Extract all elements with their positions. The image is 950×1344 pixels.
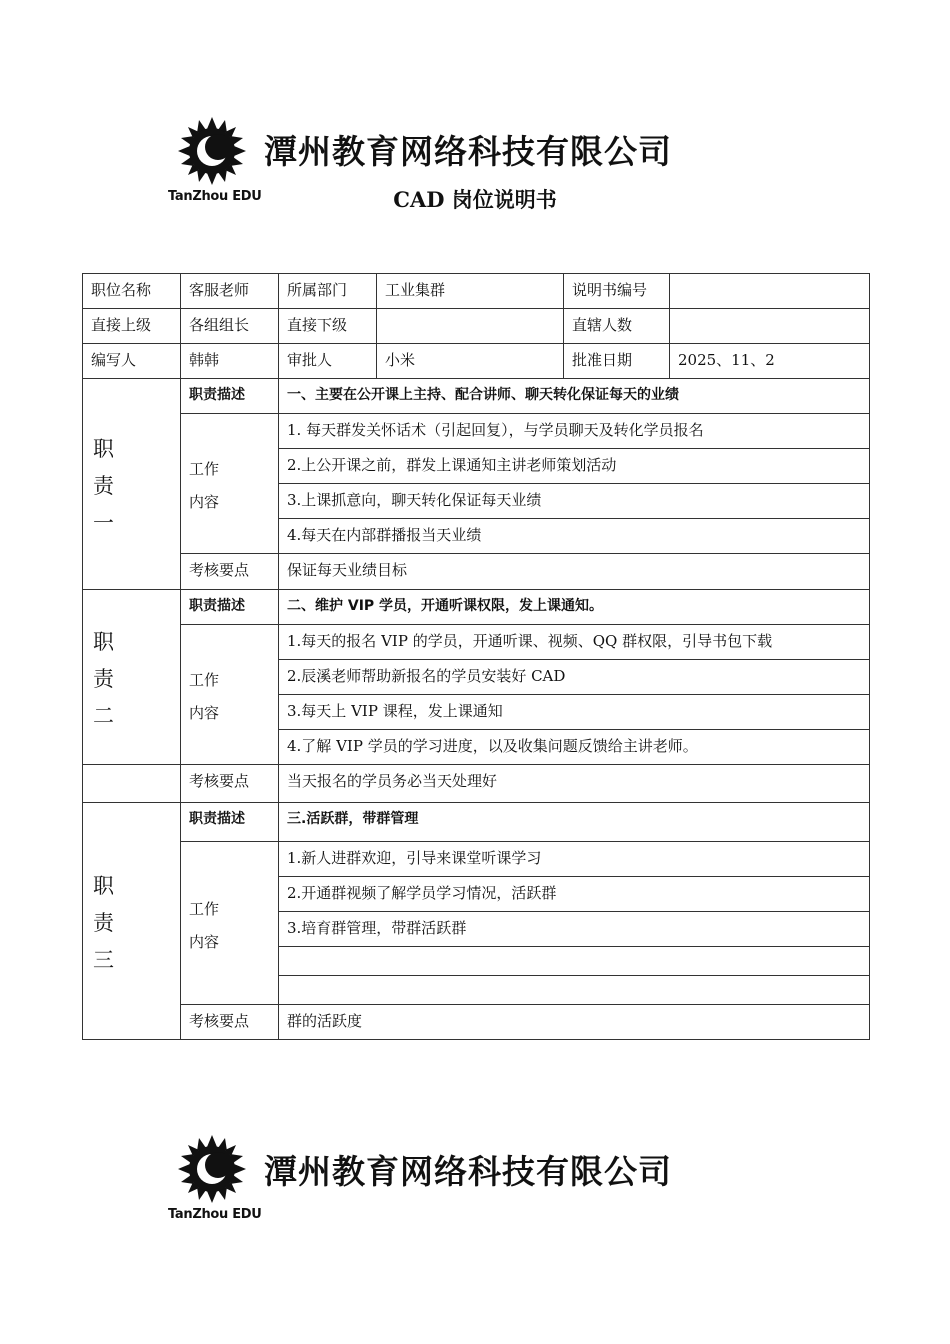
work-item: 1. 每天群发关怀话术（引起回复），与学员聊天及转化学员报名 [279,414,870,449]
work-label: 工作内容 [181,842,279,1005]
duty-label: 职责一 [83,379,181,590]
sun-moon-logo-icon [176,115,248,187]
duty-row [83,625,870,660]
info-cell [670,309,870,344]
info-cell: 韩韩 [181,344,279,379]
duty-desc-label: 职责描述 [181,590,279,625]
work-item: 2.开通群视频了解学员学习情况，活跃群 [279,877,870,912]
duty-row [83,414,870,449]
work-item: 3.培育群管理，带群活跃群 [279,912,870,947]
info-row [83,344,870,379]
duty-label: 职责二 [83,590,181,765]
logo-text: TanZhou EDU [168,189,262,204]
duty-row [83,554,870,590]
work-item [279,947,870,976]
logo-text: TanZhou EDU [168,1207,262,1222]
company-name: 潭州教育网络科技有限公司 [264,1152,672,1191]
work-label: 工作内容 [181,414,279,554]
eval-label: 考核要点 [181,765,279,803]
work-item: 1.新人进群欢迎，引导来课堂听课学习 [279,842,870,877]
eval-value: 群的活跃度 [279,1005,870,1040]
info-cell: 直接下级 [279,309,377,344]
duty-row [83,765,870,803]
info-cell [670,274,870,309]
document-title: CAD 岗位说明书 [393,187,557,212]
eval-label: 考核要点 [181,554,279,590]
duty-row [83,1005,870,1040]
empty-cell [83,765,181,803]
info-cell: 2025、11、2 [670,344,870,379]
info-cell: 小米 [377,344,564,379]
info-cell: 批准日期 [564,344,670,379]
duty-desc: 二、维护 VIP 学员，开通听课权限，发上课通知。 [279,590,870,625]
work-item [279,976,870,1005]
company-name: 潭州教育网络科技有限公司 [264,132,672,171]
info-cell: 说明书编号 [564,274,670,309]
duty-row [83,590,870,625]
info-cell: 职位名称 [83,274,181,309]
info-cell: 各组组长 [181,309,279,344]
duty-row [83,803,870,842]
info-cell: 审批人 [279,344,377,379]
duty-desc: 一、主要在公开课上主持、配合讲师、聊天转化保证每天的业绩 [279,379,870,414]
duty-label: 职责三 [83,803,181,1040]
info-cell [377,309,564,344]
work-item: 1.每天的报名 VIP 的学员，开通听课、视频、QQ 群权限，引导书包下载 [279,625,870,660]
info-cell: 所属部门 [279,274,377,309]
work-item: 3.每天上 VIP 课程，发上课通知 [279,695,870,730]
work-item: 3.上课抓意向，聊天转化保证每天业绩 [279,484,870,519]
work-item: 4.了解 VIP 学员的学习进度，以及收集问题反馈给主讲老师。 [279,730,870,765]
work-item: 4.每天在内部群播报当天业绩 [279,519,870,554]
work-item: 2.辰溪老师帮助新报名的学员安装好 CAD [279,660,870,695]
eval-value: 当天报名的学员务必当天处理好 [279,765,870,803]
duty-row [83,379,870,414]
info-cell: 工业集群 [377,274,564,309]
duty-desc-label: 职责描述 [181,803,279,842]
info-row [83,274,870,309]
duty-desc-label: 职责描述 [181,379,279,414]
duty-row [83,842,870,877]
job-description-table [82,273,870,1040]
sun-moon-logo-icon [176,1133,248,1205]
info-cell: 直辖人数 [564,309,670,344]
eval-label: 考核要点 [181,1005,279,1040]
info-cell: 直接上级 [83,309,181,344]
work-item: 2.上公开课之前，群发上课通知主讲老师策划活动 [279,449,870,484]
duty-desc: 三.活跃群，带群管理 [279,803,870,842]
info-cell: 客服老师 [181,274,279,309]
info-cell: 编写人 [83,344,181,379]
logo [168,1133,278,1222]
work-label: 工作内容 [181,625,279,765]
info-row [83,309,870,344]
eval-value: 保证每天业绩目标 [279,554,870,590]
